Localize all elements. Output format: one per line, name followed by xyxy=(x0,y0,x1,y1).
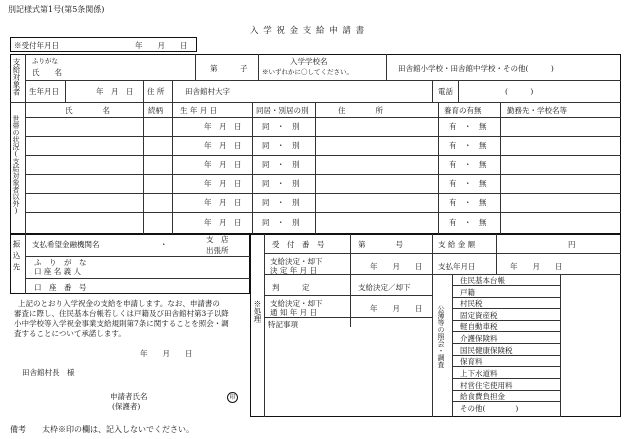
office-section-label: ※処理 xyxy=(253,300,262,323)
hh-header-cohab: 同居・別居の別 xyxy=(256,106,309,115)
list-item: 村民税 xyxy=(460,299,483,308)
row-support: 有 ・ 無 xyxy=(449,160,487,169)
phone-value: ( ) xyxy=(505,87,534,96)
receipt-no-label: 受 付 番 号 xyxy=(272,240,325,249)
pay-date-value: 年 月 日 xyxy=(510,262,563,271)
list-item: 給食費負担金 xyxy=(460,392,505,401)
branch-label-2: 出張所 xyxy=(206,246,229,255)
statement-line: 小中学校等入学祝金事業支給規則第7条に関することを照会・調 xyxy=(14,319,229,328)
notice-label: 支給決定・却下 xyxy=(270,299,323,308)
page-title: 入 学 祝 金 支 給 申 請 書 xyxy=(250,26,366,36)
school-label: 入学学校名 xyxy=(290,57,328,66)
decision-label: 支給決定・却下 xyxy=(270,257,323,266)
branch-label: 支 店 xyxy=(206,235,229,244)
receipt-label: ※受付年月日 xyxy=(14,41,59,50)
judgment-label: 判 定 xyxy=(272,283,310,292)
hh-header-address: 住 所 xyxy=(338,106,383,115)
row-birth: 年 月 日 xyxy=(204,218,242,227)
list-item: 住民基本台帳 xyxy=(460,276,505,285)
list-item: 上下水道料 xyxy=(460,369,498,378)
footer-label: 備考 xyxy=(10,425,26,434)
row-support: 有 ・ 無 xyxy=(449,141,487,150)
birth-label: 生年月日 xyxy=(29,87,59,96)
household-section-label: 世帯の状況(支給対象者以外) xyxy=(12,115,20,215)
row-birth: 年 月 日 xyxy=(204,141,242,150)
hh-header-name: 氏 名 xyxy=(65,106,110,115)
statement-line: 上記のとおり入学祝金の支給を申請します。なお、申請書の xyxy=(18,299,220,308)
row-cohab: 同 ・ 別 xyxy=(262,179,300,188)
row-cohab: 同 ・ 別 xyxy=(262,160,300,169)
school-options: 田舎館小学校・田舎館中学校・その他( ) xyxy=(398,64,554,73)
bank-label: 支払希望金融機関名 xyxy=(32,240,100,249)
row-support: 有 ・ 無 xyxy=(449,179,487,188)
holder-label: 口 座 名 義 人 xyxy=(34,267,82,276)
row-birth: 年 月 日 xyxy=(204,179,242,188)
date-line: 年 月 日 xyxy=(140,349,193,358)
row-support: 有 ・ 無 xyxy=(449,218,487,227)
signer-label: 申請者氏名 xyxy=(110,392,148,401)
bank-dot: ・ xyxy=(160,240,168,249)
holder-furigana: ふ り が な xyxy=(34,258,87,267)
hh-header-work: 勤務先・学校名等 xyxy=(507,106,567,115)
phone-label: 電話 xyxy=(438,87,453,96)
notice-date-value: 年 月 日 xyxy=(370,304,423,313)
row-support: 有 ・ 無 xyxy=(449,122,487,131)
transfer-section-label: 振込先 xyxy=(12,240,21,275)
birth-value: 年 月 日 xyxy=(96,87,134,96)
hh-header-birth: 生 年 月 日 xyxy=(180,106,218,115)
relation-label: 第 子 xyxy=(210,64,248,73)
list-item: 固定資産税 xyxy=(460,311,498,320)
footer-text: 太枠※印の欄は、記入しないでください。 xyxy=(42,425,194,434)
decision-date-value: 年 月 日 xyxy=(370,262,423,271)
notice-date-label: 通 知 年 月 日 xyxy=(270,308,318,317)
judgment-value: 支給決定／却下 xyxy=(358,283,411,292)
list-item: 保育料 xyxy=(460,357,483,366)
receipt-date: 年 月 日 xyxy=(135,41,188,50)
pay-date-label: 支払年月日 xyxy=(438,262,476,271)
furigana-label: ふりがな xyxy=(32,57,58,65)
receipt-no-value: 第 号 xyxy=(358,240,403,249)
school-note: ※いずれかに〇してください。 xyxy=(262,68,353,76)
decision-date-label: 決 定 年 月 日 xyxy=(270,266,318,275)
mayor-line: 田舎館村長 様 xyxy=(22,368,75,377)
applicant-section-label: 支給対象者 xyxy=(12,58,21,96)
amount-label: 支 給 金 額 xyxy=(438,240,476,249)
row-cohab: 同 ・ 別 xyxy=(262,218,300,227)
seal-mark: 印 xyxy=(227,392,238,403)
row-cohab: 同 ・ 別 xyxy=(262,198,300,207)
list-item: 国民健康保険税 xyxy=(460,346,513,355)
form-id: 別記様式第1号(第5条関係) xyxy=(8,5,105,14)
row-birth: 年 月 日 xyxy=(204,160,242,169)
list-item: 介護保険料 xyxy=(460,334,498,343)
amount-yen: 円 xyxy=(568,240,576,249)
list-item: 戸籍 xyxy=(460,288,475,297)
row-cohab: 同 ・ 別 xyxy=(262,141,300,150)
list-item: 村営住宅使用料 xyxy=(460,381,513,390)
row-support: 有 ・ 無 xyxy=(449,198,487,207)
account-label: 口 座 番 号 xyxy=(34,283,87,292)
list-item: 軽自動車税 xyxy=(460,322,498,331)
address-label: 住 所 xyxy=(147,87,165,96)
hh-header-support: 養育の有無 xyxy=(444,106,482,115)
list-item: その他( ) xyxy=(460,404,519,413)
name-label: 氏 名 xyxy=(32,68,62,77)
inquiry-section-label: 公簿等の照会・調査 xyxy=(437,305,445,368)
statement-line: 査することについて承諾します。 xyxy=(14,329,126,338)
row-birth: 年 月 日 xyxy=(204,198,242,207)
row-birth: 年 月 日 xyxy=(204,122,242,131)
address-value: 田舎館村大字 xyxy=(185,87,230,96)
hh-header-relation: 続柄 xyxy=(148,106,163,115)
statement-line: 審査に際し、住民基本台帳若しくは戸籍及び田舎館村第3子以降 xyxy=(14,309,229,318)
row-cohab: 同 ・ 別 xyxy=(262,122,300,131)
signer-sub: (保護者) xyxy=(112,402,141,411)
remarks-label: 特記事項 xyxy=(268,320,298,329)
